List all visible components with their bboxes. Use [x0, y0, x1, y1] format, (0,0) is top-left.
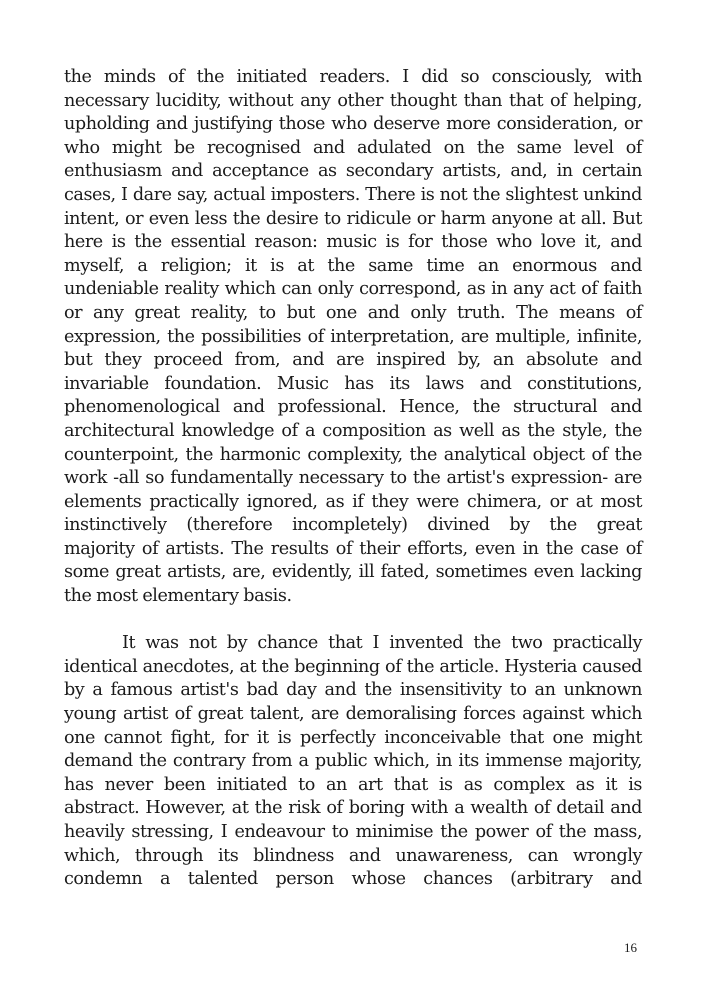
text-line: some great artists, are, evidently, ill fated, sometimes even lacking	[64, 562, 642, 583]
text-line: abstract. However, at the risk of boring with a wealth of detail and	[64, 798, 642, 819]
text-line: intent, or even less the desire to ridicule or harm anyone at all. But	[64, 208, 642, 229]
page-number: 16	[624, 940, 637, 955]
text-line: instinctively (therefore incompletely) divined by the great	[64, 515, 642, 536]
text-line: phenomenological and professional. Hence, the structural and	[64, 397, 642, 418]
text-line: elements practically ignored, as if they were chimera, or at most	[64, 491, 642, 512]
text-line: cases, I dare say, actual imposters. There is not the slightest unkind	[64, 184, 642, 205]
text-line: majority of artists. The results of their efforts, even in the case of	[64, 538, 642, 559]
text-line: heavily stressing, I endeavour to minimise the power of the mass,	[64, 822, 642, 842]
text-line: has never been initiated to an art that is as complex as it is	[64, 774, 642, 795]
paragraph-1	[64, 66, 642, 609]
text-line: work -all so fundamentally necessary to the artist's expression- are	[64, 468, 642, 489]
text-line: which, through its blindness and unawareness, can wrongly	[64, 845, 642, 866]
text-line: or any great reality, to but one and only truth. The means of	[64, 302, 642, 323]
text-line: who might be recognised and adulated on the same level of	[64, 137, 642, 158]
paragraph-2	[64, 632, 642, 892]
text-line: undeniable reality which can only correspond, as in any act of faith	[64, 279, 642, 300]
text-line: myself, a religion; it is at the same time an enormous and	[64, 255, 642, 276]
text-line: by a famous artist's bad day and the insensitivity to an unknown	[64, 680, 642, 701]
text-line: young artist of great talent, are demoralising forces against which	[64, 704, 642, 725]
text-line: the minds of the initiated readers. I did so consciously, with	[64, 67, 642, 87]
text-line: one cannot fight, for it is perfectly inconceivable that one might	[64, 727, 642, 748]
text-line: invariable foundation. Music has its laws and constitutions,	[64, 373, 642, 394]
text-line: condemn a talented person whose chances (arbitrary and	[64, 869, 642, 890]
paragraph-spacer	[64, 609, 642, 633]
text-line: identical anecdotes, at the beginning of the article. Hysteria caused	[64, 656, 642, 677]
text-line: upholding and justifying those who deserve more consideration, or	[64, 114, 642, 135]
body-text	[64, 66, 642, 892]
text-line: expression, the possibilities of interpretation, are multiple, infinite,	[64, 326, 642, 347]
text-line: It was not by chance that I invented the two practically	[122, 633, 642, 654]
text-line: architectural knowledge of a composition as well as the style, the	[64, 420, 642, 441]
text-line: counterpoint, the harmonic complexity, the analytical object of the	[64, 444, 642, 465]
text-line: necessary lucidity, without any other thought than that of helping,	[64, 90, 642, 111]
text-line: but they proceed from, and are inspired by, an absolute and	[64, 350, 642, 371]
text-line: here is the essential reason: music is for those who love it, and	[64, 232, 642, 253]
text-line: the most elementary basis.	[64, 586, 292, 607]
text-line: demand the contrary from a public which, in its immense majority,	[64, 751, 642, 772]
text-line: enthusiasm and acceptance as secondary artists, and, in certain	[64, 161, 642, 182]
